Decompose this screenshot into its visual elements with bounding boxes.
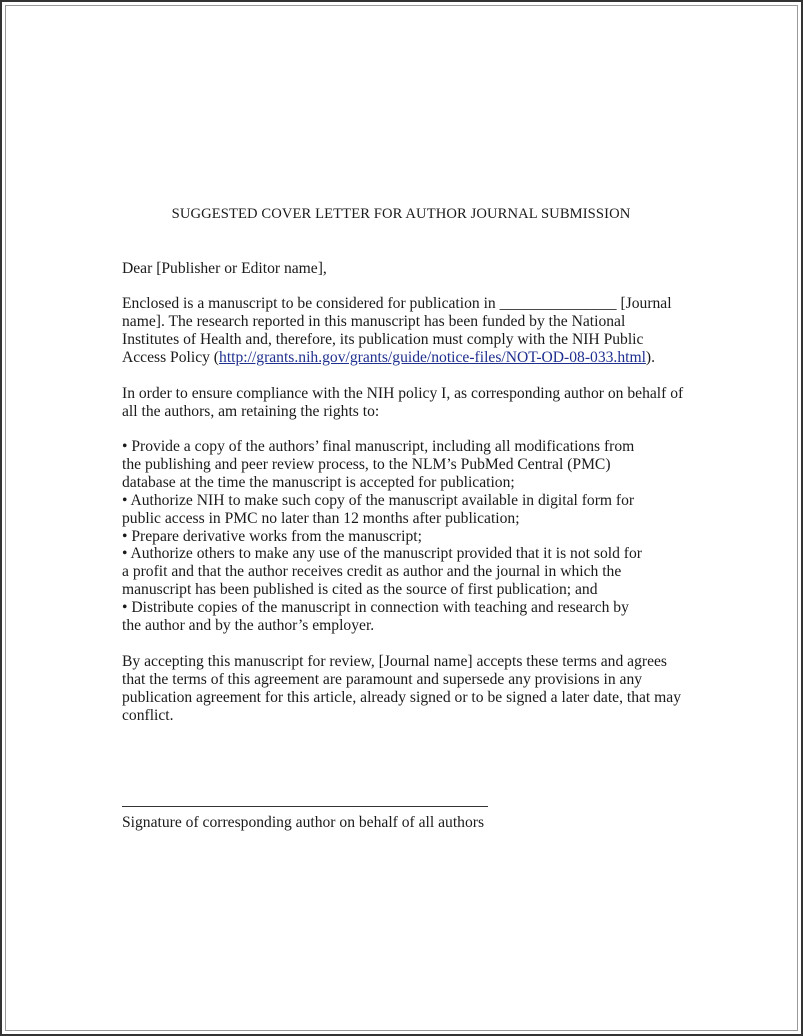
paragraph-line: Institutes of Health and, therefore, its publication must comply with the NIH Public	[122, 330, 644, 348]
paragraph-line: publication agreement for this article, already signed or to be signed a later date, that may	[122, 688, 681, 706]
signature-label: Signature of corresponding author on behalf of all authors	[122, 814, 485, 831]
list-item-line: manuscript has been published is cited as the source of first publication; and	[122, 581, 598, 599]
list-item-line: • Distribute copies of the manuscript in connection with teaching and research by	[122, 599, 629, 617]
policy-prefix: Access Policy (	[122, 348, 220, 366]
list-item-line: • Provide a copy of the authors’ final manuscript, including all modifications from	[122, 438, 635, 455]
paragraph-line: Enclosed is a manuscript to be considered for publication in _______________ [Journal	[122, 295, 672, 312]
list-item-line: database at the time the manuscript is accepted for publication;	[122, 473, 515, 491]
paragraph-line: In order to ensure compliance with the NIH policy I, as corresponding author on behalf of	[122, 385, 684, 402]
paragraph-enclosure	[122, 295, 672, 367]
list-item-line: the author and by the author’s employer.	[122, 617, 375, 635]
paragraph-line: that the terms of this agreement are paramount and supersede any provisions in any	[122, 670, 643, 688]
policy-suffix: ).	[645, 348, 656, 366]
list-item-line: a profit and that the author receives credit as author and the journal in which the	[122, 563, 622, 581]
letter-title: SUGGESTED COVER LETTER FOR AUTHOR JOURNAL SUBMISSION	[171, 206, 631, 222]
list-item-line: • Authorize others to make any use of the manuscript provided that it is not sold for	[122, 545, 642, 563]
nih-policy-link[interactable]: http://grants.nih.gov/grants/guide/notice-files/NOT-OD-08-033.html	[219, 348, 646, 366]
list-item-line: the publishing and peer review process, to the NLM’s PubMed Central (PMC)	[122, 455, 611, 473]
list-item-line: • Prepare derivative works from the manuscript;	[122, 527, 422, 545]
signature-line	[122, 806, 488, 807]
paragraph-line: conflict.	[122, 706, 174, 724]
signature-block	[122, 814, 484, 832]
list-item-line: public access in PMC no later than 12 months after publication;	[122, 509, 520, 527]
paragraph-compliance	[122, 385, 683, 421]
paragraph-line: all the authors, am retaining the rights to:	[122, 402, 380, 420]
paragraph-line: name]. The research reported in this manuscript has been funded by the National	[122, 312, 626, 330]
paragraph-line: By accepting this manuscript for review, [Journal name] accepts these terms and agrees	[122, 653, 667, 670]
list-item-line: • Authorize NIH to make such copy of the manuscript available in digital form for	[122, 491, 635, 509]
paragraph-acceptance	[122, 653, 681, 725]
salutation	[122, 260, 327, 278]
salutation-text: Dear [Publisher or Editor name],	[122, 260, 327, 277]
rights-list	[122, 438, 642, 635]
paragraph-line	[122, 349, 672, 367]
